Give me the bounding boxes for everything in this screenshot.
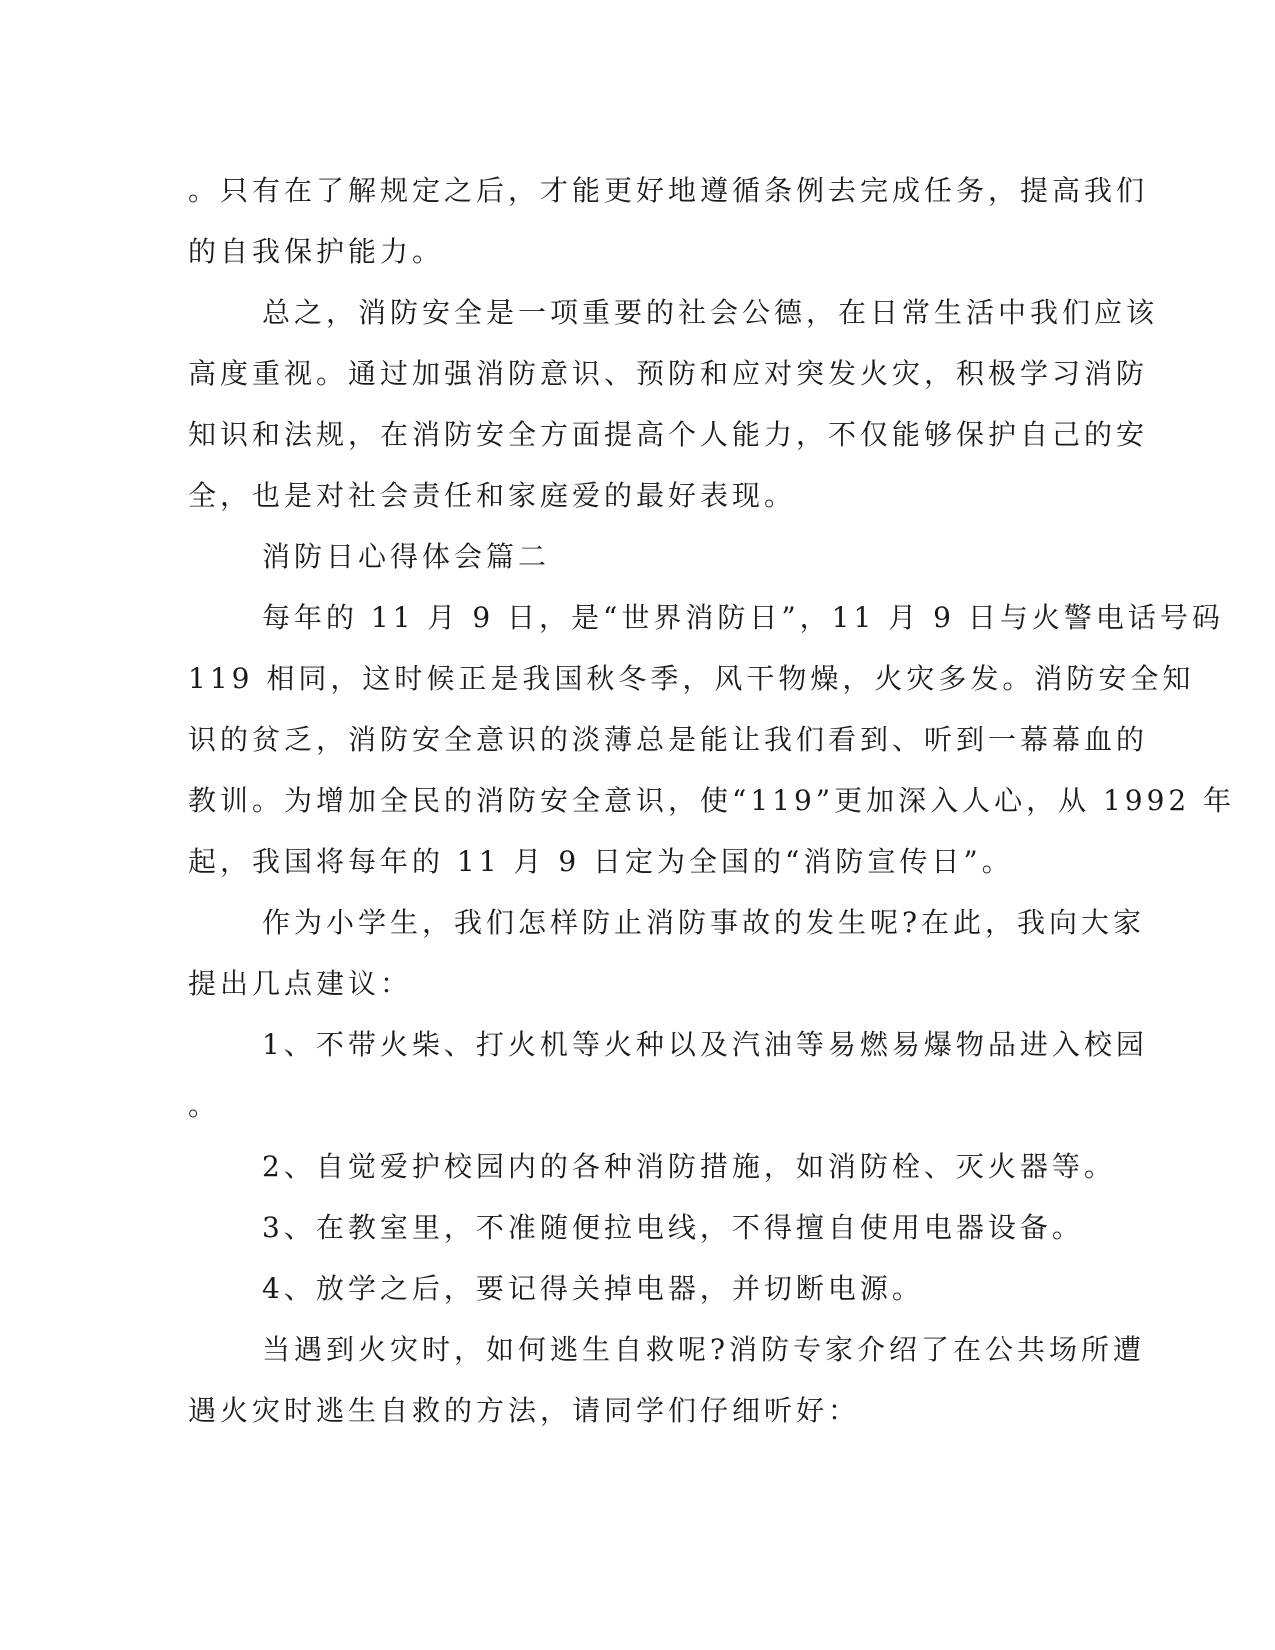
text-line: 起，我国将每年的 11 月 9 日定为全国的“消防宣传日”。 bbox=[188, 845, 1014, 878]
list-item-4: 4、放学之后，要记得关掉电器，并切断电源。 bbox=[262, 1272, 924, 1305]
text-line: 的自我保护能力。 bbox=[188, 235, 445, 268]
paragraph-start-line: 每年的 11 月 9 日，是“世界消防日”，11 月 9 日与火警电话号码 bbox=[262, 601, 1224, 634]
text-line: 119 相同，这时候正是我国秋冬季，风干物燥，火灾多发。消防安全知 bbox=[188, 662, 1195, 695]
paragraph-start-line: 当遇到火灾时，如何逃生自救呢?消防专家介绍了在公共场所遭 bbox=[262, 1333, 1146, 1366]
list-item-3: 3、在教室里，不准随便拉电线，不得擅自使用电器设备。 bbox=[262, 1211, 1084, 1244]
text-line: 全，也是对社会责任和家庭爱的最好表现。 bbox=[188, 479, 797, 512]
paragraph-start-line: 作为小学生，我们怎样防止消防事故的发生呢?在此，我向大家 bbox=[262, 906, 1146, 939]
text-line: 。 bbox=[188, 1089, 221, 1122]
document-body bbox=[188, 160, 1236, 1441]
list-item-1: 1、不带火柴、打火机等火种以及汽油等易燃易爆物品进入校园 bbox=[262, 1028, 1148, 1061]
text-line: 教训。为增加全民的消防安全意识，使“119”更加深入人心，从 1992 年 bbox=[188, 784, 1236, 817]
text-line: 高度重视。通过加强消防意识、预防和应对突发火灾，积极学习消防 bbox=[188, 357, 1149, 390]
text-line: 识的贫乏，消防安全意识的淡薄总是能让我们看到、听到一幕幕血的 bbox=[188, 723, 1149, 756]
list-item-2: 2、自觉爱护校园内的各种消防措施，如消防栓、灭火器等。 bbox=[262, 1150, 1116, 1183]
section-heading: 消防日心得体会篇二 bbox=[262, 540, 551, 573]
paragraph-start-line: 总之，消防安全是一项重要的社会公德，在日常生活中我们应该 bbox=[262, 296, 1159, 329]
text-line: 提出几点建议： bbox=[188, 967, 413, 1000]
text-line: 。只有在了解规定之后，才能更好地遵循条例去完成任务，提高我们 bbox=[188, 174, 1149, 207]
text-line: 遇火灾时逃生自救的方法，请同学们仔细听好： bbox=[188, 1394, 861, 1427]
text-line: 知识和法规，在消防安全方面提高个人能力，不仅能够保护自己的安 bbox=[188, 418, 1149, 451]
